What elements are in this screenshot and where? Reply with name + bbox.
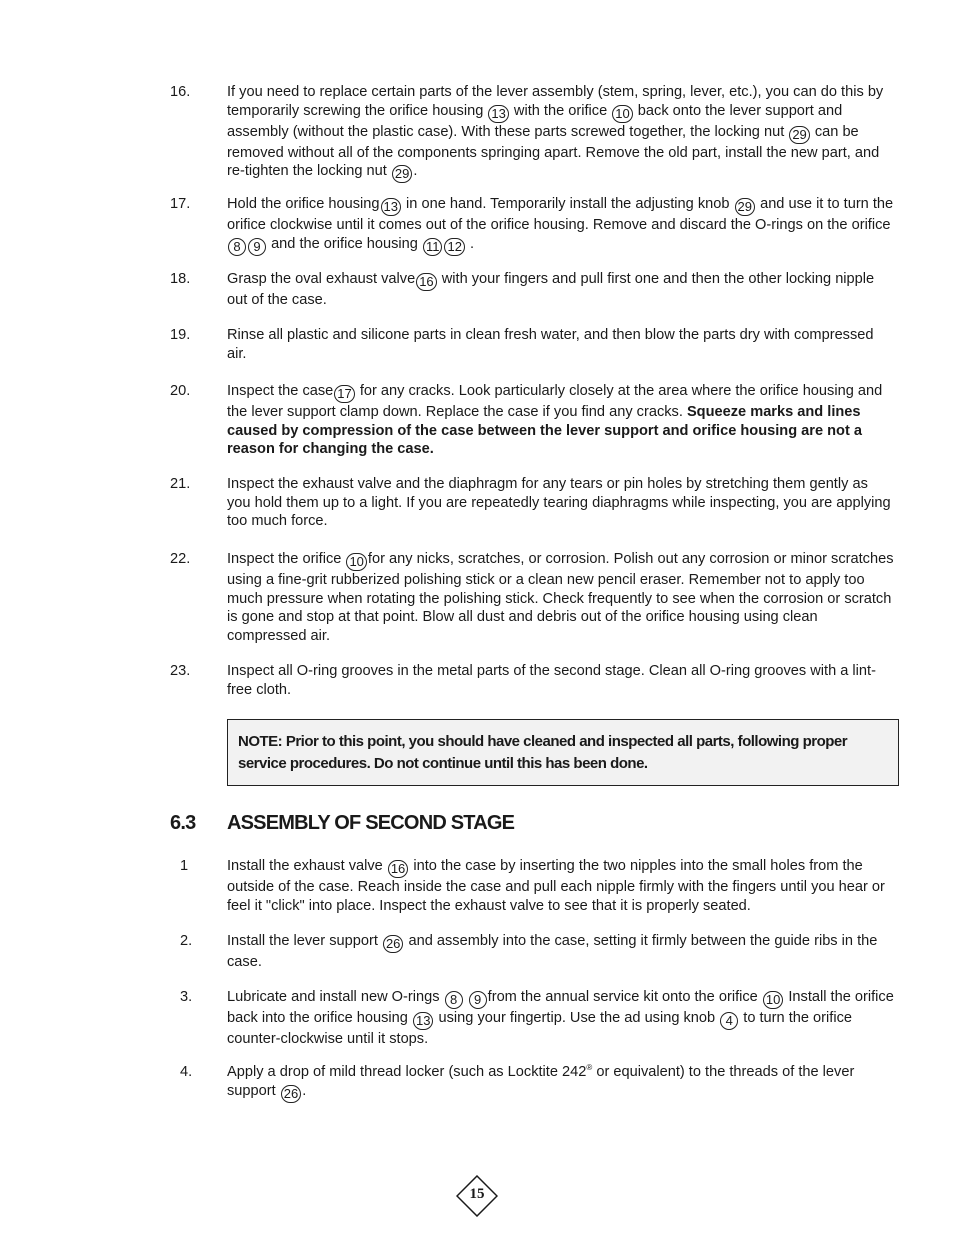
step-17: [170, 195, 894, 256]
page-number: 15: [469, 1186, 485, 1202]
step-number: 23.: [170, 663, 191, 679]
part-callout: 26: [383, 935, 403, 953]
part-callout: 11: [423, 238, 443, 256]
part-callout: 12: [444, 238, 464, 256]
part-callout: 9: [469, 991, 487, 1009]
step-number: 17.: [170, 196, 191, 212]
step-number: 22.: [170, 551, 191, 567]
note-box: NOTE: Prior to this point, you should have cleaned and inspected all parts, following proper service procedures. Do not continue until this has been done.: [227, 719, 899, 786]
step-number: 1: [180, 858, 189, 874]
part-callout: 16: [416, 273, 436, 291]
step-16: [170, 83, 894, 183]
step-text: Inspect the exhaust valve and the diaphragm for any tears or pin holes by stretching them gently as you hold them up to a light. If you are repeatedly tearing diaphragms while inspecting, you are applying too much force.: [227, 476, 891, 530]
step-text: Inspect all O-ring grooves in the metal parts of the second stage. Clean all O-ring grooves with a lint-free cloth.: [227, 663, 876, 698]
step-number: 4.: [180, 1064, 193, 1080]
part-callout: 17: [334, 385, 354, 403]
assembly-step-1: [170, 857, 894, 915]
part-callout: 29: [735, 198, 755, 216]
step-number: 19.: [170, 327, 191, 343]
step-19: [170, 326, 894, 363]
registered-mark: ®: [586, 1063, 593, 1072]
part-callout: 13: [381, 198, 401, 216]
step-21: [170, 475, 894, 531]
part-callout: 13: [488, 105, 508, 123]
step-text: Install the exhaust valve 16 into the case by inserting the two nipples into the small holes from the outside of the case. Reach inside the case and pull each nipple firmly with the fingers until you hear or feel it "click" into place. Inspect the exhaust valve to see that it is properly seated.: [227, 858, 885, 914]
emphasis-text: Squeeze marks and lines caused by compression of the case between the lever support and orifice housing are not a reason for changing the case.: [227, 404, 862, 458]
step-text: Apply a drop of mild thread locker (such as Locktite 242® or equivalent) to the threads of the lever support 26 .: [227, 1063, 855, 1101]
part-callout: 16: [388, 860, 408, 878]
part-callout: 13: [413, 1012, 433, 1030]
section-number: 6.3: [170, 812, 196, 834]
part-callout: 4: [720, 1012, 738, 1030]
page-number-marker: [456, 1175, 498, 1217]
part-callout: 8: [445, 991, 463, 1009]
step-number: 16.: [170, 84, 191, 100]
step-22: [170, 550, 894, 646]
step-number: 2.: [180, 933, 193, 949]
part-callout: 26: [281, 1085, 301, 1103]
step-text: Install the lever support 26 and assembly into the case, setting it firmly between the guide ribs in the case.: [227, 933, 878, 970]
step-number: 20.: [170, 383, 191, 399]
section-title: ASSEMBLY OF SECOND STAGE: [227, 812, 515, 834]
step-text: Lubricate and install new O-rings 8 9 from the annual service kit onto the orifice 10 Install the orifice back into the orifice housing 13 using your fingertip. Use the ad using knob 4 to turn the orifice counter-clockwise until it stops.: [227, 989, 894, 1047]
part-callout: 10: [612, 105, 632, 123]
step-text: Inspect the orifice 10 for any nicks, scratches, or corrosion. Polish out any corrosion or minor scratches using a fine-grit rubberized polishing stick or a clean new pencil eraser. Remember not to apply too much pressure when rotating the polishing stick. Check frequently to see when the corrosion or scratch is gone and stop at that point. Blow all dust and debris out of the orifice housing using clean compressed air.: [227, 551, 894, 645]
part-callout: 29: [392, 165, 412, 183]
step-text: Inspect the case 17 for any cracks. Look particularly closely at the area where the orifice housing and the lever support clamp down. Replace the case if you find any cracks. Squeeze marks and lines caused by compression of the case between the lever support and orifice housing are not a reason for changing the case.: [227, 383, 883, 458]
step-number: 21.: [170, 476, 191, 492]
step-text: If you need to replace certain parts of the lever assembly (stem, spring, lever, etc.), you can do this by temporarily screwing the orifice housing 13 with the orifice 10 back onto the lever support and assembly (without the plastic case). With these parts screwed together, the locking nut 29 can be removed without all of the components springing apart. Remove the old part, install the new part, and re-tighten the locking nut 29 .: [227, 84, 884, 182]
step-23: [170, 662, 894, 699]
step-text: Grasp the oval exhaust valve 16 with your fingers and pull first one and then the other locking nipple out of the case.: [227, 271, 875, 308]
part-callout: 10: [346, 553, 366, 571]
step-20: [170, 382, 894, 459]
step-text: Hold the orifice housing 13 in one hand. Temporarily install the adjusting knob 29 and use it to turn the orifice clockwise until it comes out of the orifice housing. Remove and discard the O-rings on the orifice 8 9 and the orifice housing 11 12 .: [227, 196, 894, 254]
part-callout: 10: [763, 991, 783, 1009]
part-callout: 9: [248, 238, 266, 256]
assembly-step-2: [170, 932, 894, 972]
part-callout: 8: [228, 238, 246, 256]
assembly-step-4: [170, 1063, 894, 1103]
step-number: 18.: [170, 271, 191, 287]
step-18: [170, 270, 894, 310]
step-text: Rinse all plastic and silicone parts in clean fresh water, and then blow the parts dry with compressed air.: [227, 327, 874, 362]
step-number: 3.: [180, 989, 193, 1005]
assembly-step-3: [170, 988, 894, 1049]
part-callout: 29: [789, 126, 809, 144]
